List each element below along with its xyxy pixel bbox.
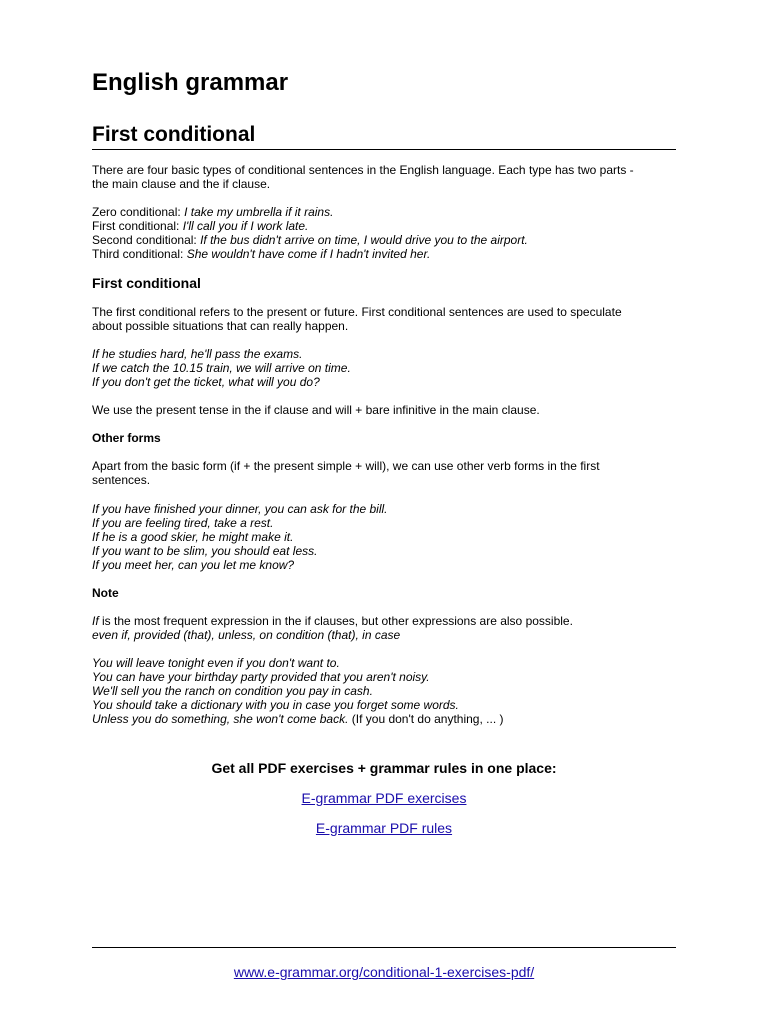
note-examples <box>92 656 676 726</box>
cta-heading: Get all PDF exercises + grammar rules in one place: <box>211 760 557 776</box>
type-example: I take my umbrella if it rains. <box>184 205 334 219</box>
description-line: sentences. <box>92 473 151 487</box>
other-forms-heading: Other forms <box>92 431 161 445</box>
example-sentence: If you are feeling tired, take a rest. <box>92 516 274 530</box>
note-paragraph <box>92 614 676 642</box>
example-sentence: If he studies hard, he'll pass the exams. <box>92 347 303 361</box>
example-sentence: If you meet her, can you let me know? <box>92 558 295 572</box>
first-conditional-examples <box>92 347 676 389</box>
intro-paragraph <box>92 163 676 191</box>
note-line <box>92 614 676 628</box>
intro-line: the main clause and the if clause. <box>92 177 271 191</box>
rules-link[interactable]: E-grammar PDF rules <box>315 820 453 836</box>
note-text: is the most frequent expression in the if clauses, but other expressions are also possible. <box>98 614 573 628</box>
example-sentence: We'll sell you the ranch on condition you pay in cash. <box>92 684 373 698</box>
example-text: Unless you do something, she won't come back. <box>92 712 349 726</box>
type-example: I'll call you if I work late. <box>182 219 309 233</box>
example-sentence: If you want to be slim, you should eat less. <box>92 544 318 558</box>
document-page <box>92 0 676 1024</box>
conditional-type-zero <box>92 205 676 219</box>
example-sentence: You can have your birthday party provided that you aren't noisy. <box>92 670 430 684</box>
type-label: First conditional: <box>92 219 183 233</box>
description-line: The first conditional refers to the present or future. First conditional sentences are used to speculate <box>92 305 622 319</box>
example-sentence <box>92 712 676 726</box>
other-forms-examples <box>92 502 676 572</box>
example-sentence: If you don't get the ticket, what will you do? <box>92 375 320 389</box>
type-example: She wouldn't have come if I hadn't invited her. <box>186 247 431 261</box>
description-line: Apart from the basic form (if + the present simple + will), we can use other verb forms in the first <box>92 459 600 473</box>
description-line: about possible situations that can really happen. <box>92 319 349 333</box>
example-gloss: (If you don't do anything, ... ) <box>348 712 504 726</box>
example-sentence: If we catch the 10.15 train, we will arrive on time. <box>92 361 351 375</box>
footer-divider <box>92 947 676 948</box>
conditional-types-list <box>92 205 676 261</box>
note-if-term: If <box>92 614 99 628</box>
document-title: English grammar <box>92 69 289 96</box>
conditional-type-third <box>92 247 676 261</box>
first-conditional-heading: First conditional <box>92 275 201 291</box>
conditional-type-second <box>92 233 676 247</box>
cta-link-row <box>92 820 676 837</box>
example-sentence: If you have finished your dinner, you can ask for the bill. <box>92 502 388 516</box>
intro-line: There are four basic types of conditional sentences in the English language. Each type has two parts - <box>92 163 634 177</box>
first-conditional-description <box>92 305 676 333</box>
note-heading: Note <box>92 586 119 600</box>
example-sentence: If he is a good skier, he might make it. <box>92 530 294 544</box>
rule-text: We use the present tense in the if clause and will + bare infinitive in the main clause. <box>92 403 540 417</box>
type-label: Third conditional: <box>92 247 187 261</box>
type-example: If the bus didn't arrive on time, I would drive you to the airport. <box>200 233 528 247</box>
type-label: Zero conditional: <box>92 205 185 219</box>
first-conditional-rule <box>92 403 676 417</box>
conditional-type-first <box>92 219 676 233</box>
footer <box>92 964 676 981</box>
cta-link-row <box>92 790 676 807</box>
footer-url-link[interactable]: www.e-grammar.org/conditional-1-exercises-pdf/ <box>233 964 535 980</box>
note-expressions: even if, provided (that), unless, on condition (that), in case <box>92 628 401 642</box>
exercises-link[interactable]: E-grammar PDF exercises <box>301 790 467 806</box>
other-forms-description <box>92 459 676 487</box>
section-title: First conditional <box>92 121 676 150</box>
example-sentence: You will leave tonight even if you don't want to. <box>92 656 340 670</box>
example-sentence: You should take a dictionary with you in case you forget some words. <box>92 698 459 712</box>
type-label: Second conditional: <box>92 233 201 247</box>
